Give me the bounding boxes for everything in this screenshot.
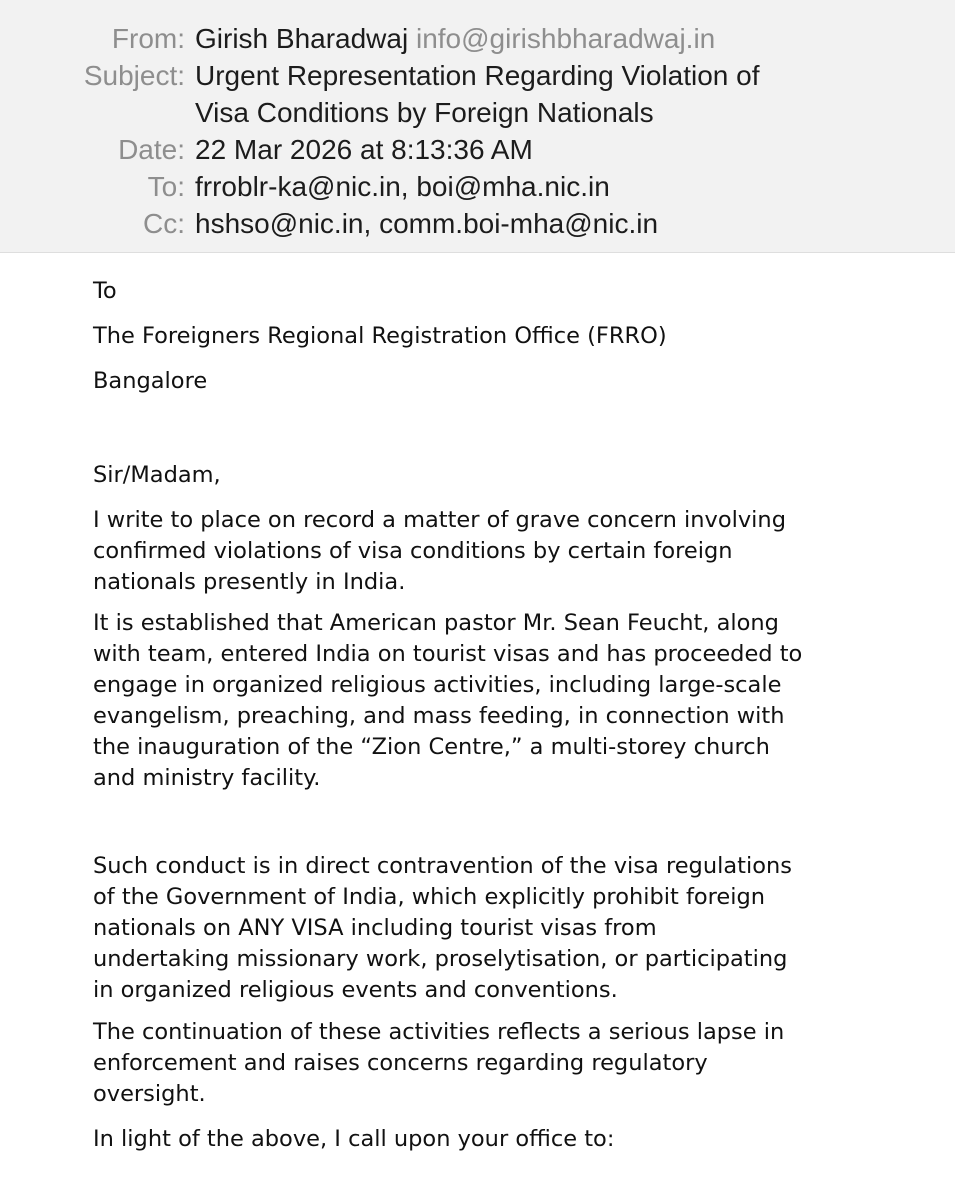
paragraph-line: I write to place on record a matter of grave concern involving xyxy=(93,507,786,533)
paragraph-1 xyxy=(93,505,923,598)
cc-recipients[interactable]: hshso@nic.in, comm.boi-mha@nic.in xyxy=(195,208,659,239)
subject-line-1: Urgent Representation Regarding Violation of xyxy=(195,60,760,91)
salutation: Sir/Madam, xyxy=(93,462,221,488)
cc-label: Cc: xyxy=(143,208,185,239)
from-label: From: xyxy=(111,23,185,54)
email-header xyxy=(0,0,955,253)
sender-email[interactable]: info@girishbharadwaj.in xyxy=(415,23,716,54)
date-value: 22 Mar 2026 at 8:13:36 AM xyxy=(195,134,533,165)
paragraph-line: It is established that American pastor Mr. Sean Feucht, along xyxy=(93,610,779,636)
paragraph-line: with team, entered India on tourist visas and has proceeded to xyxy=(93,641,803,667)
paragraph-line: and ministry facility. xyxy=(93,765,321,791)
paragraph-line: The continuation of these activities reflects a serious lapse in xyxy=(93,1019,785,1045)
paragraph-5: In light of the above, I call upon your office to: xyxy=(93,1126,615,1152)
paragraph-line: in organized religious events and conventions. xyxy=(93,977,618,1003)
paragraph-line: confirmed violations of visa conditions by certain foreign xyxy=(93,538,733,564)
paragraph-line: nationals presently in India. xyxy=(93,569,406,595)
paragraph-line: evangelism, preaching, and mass feeding, in connection with xyxy=(93,703,785,729)
paragraph-line: undertaking missionary work, proselytisation, or participating xyxy=(93,946,788,972)
paragraph-line: oversight. xyxy=(93,1081,206,1107)
address-to: To xyxy=(93,278,117,304)
paragraph-line: of the Government of India, which explicitly prohibit foreign xyxy=(93,884,766,910)
sender-name[interactable]: Girish Bharadwaj xyxy=(195,23,409,54)
subject-line-2: Visa Conditions by Foreign Nationals xyxy=(195,97,654,128)
paragraph-line: nationals on ANY VISA including tourist visas from xyxy=(93,915,657,941)
paragraph-line: Such conduct is in direct contravention of the visa regulations xyxy=(93,853,792,879)
address-office: The Foreigners Regional Registration Office (FRRO) xyxy=(93,323,667,349)
paragraph-4 xyxy=(93,1017,923,1110)
to-label: To: xyxy=(147,171,185,202)
from-value[interactable] xyxy=(195,20,715,58)
date-label: Date: xyxy=(118,134,185,165)
subject-label: Subject: xyxy=(83,60,185,91)
paragraph-line: the inauguration of the “Zion Centre,” a multi-storey church xyxy=(93,734,770,760)
paragraph-line: engage in organized religious activities, including large-scale xyxy=(93,672,782,698)
to-recipients[interactable]: frroblr-ka@nic.in, boi@mha.nic.in xyxy=(195,171,610,202)
address-city: Bangalore xyxy=(93,368,208,394)
paragraph-line: enforcement and raises concerns regarding regulatory xyxy=(93,1050,708,1076)
paragraph-3 xyxy=(93,851,923,1006)
paragraph-2 xyxy=(93,608,923,794)
